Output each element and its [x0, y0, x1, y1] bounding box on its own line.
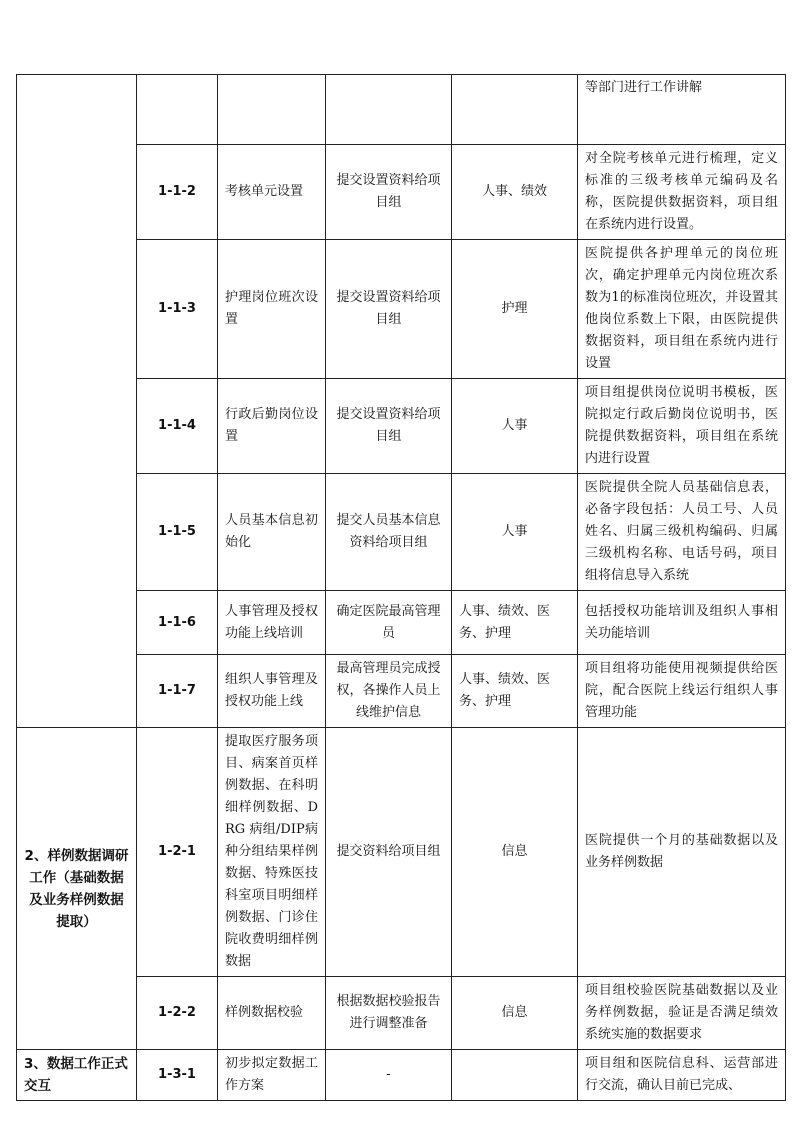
- action-cell: 提交设置资料给项目组: [326, 145, 452, 240]
- table-row: [17, 75, 786, 145]
- task-cell: 样例数据校验: [218, 977, 326, 1050]
- desc-cell: 包括授权功能培训及组织人事相关功能培训: [578, 591, 786, 655]
- table-row: [17, 1050, 786, 1101]
- table-row: [17, 728, 786, 977]
- task-cell: 组织人事管理及授权功能上线: [218, 655, 326, 728]
- task-cell: 提取医疗服务项目、病案首页样例数据、在科明细样例数据、DRG 病组/DIP病种分组结果样例数据、特殊医技科室项目明细样例数据、门诊住院收费明细样例数据: [218, 728, 326, 977]
- desc-cell: 医院提供一个月的基础数据以及业务样例数据: [578, 728, 786, 977]
- dept-cell: [452, 1050, 578, 1101]
- code-cell: 1-1-4: [137, 379, 218, 474]
- dept-cell: [452, 75, 578, 145]
- phase-cell-3: 3、数据工作正式交互: [17, 1050, 137, 1101]
- dept-cell: 护理: [452, 240, 578, 379]
- desc-cell: 项目组提供岗位说明书模板，医院拟定行政后勤岗位说明书，医院提供数据资料，项目组在系统内进行设置: [578, 379, 786, 474]
- action-cell: 提交人员基本信息资料给项目组: [326, 474, 452, 591]
- dept-cell: 信息: [452, 728, 578, 977]
- desc-cell: 医院提供全院人员基础信息表，必备字段包括：人员工号、人员姓名、归属三级机构编码、归属三级机构名称、电话号码，项目组将信息导入系统: [578, 474, 786, 591]
- dept-cell: 信息: [452, 977, 578, 1050]
- desc-cell: 对全院考核单元进行梳理，定义标准的三级考核单元编码及名称，医院提供数据资料，项目组在系统内进行设置。: [578, 145, 786, 240]
- code-cell: 1-1-2: [137, 145, 218, 240]
- action-cell: 确定医院最高管理员: [326, 591, 452, 655]
- task-cell: 初步拟定数据工作方案: [218, 1050, 326, 1101]
- code-cell: 1-1-3: [137, 240, 218, 379]
- code-cell: 1-1-5: [137, 474, 218, 591]
- task-cell: 人员基本信息初始化: [218, 474, 326, 591]
- task-cell: 人事管理及授权功能上线培训: [218, 591, 326, 655]
- code-cell: 1-1-7: [137, 655, 218, 728]
- action-cell: 最高管理员完成授权，各操作人员上线维护信息: [326, 655, 452, 728]
- desc-cell: 等部门进行工作讲解: [578, 75, 786, 145]
- task-cell: 考核单元设置: [218, 145, 326, 240]
- action-cell: [326, 75, 452, 145]
- phase-cell-2: 2、样例数据调研工作（基础数据及业务样例数据提取）: [17, 728, 137, 1050]
- dept-cell: 人事: [452, 474, 578, 591]
- task-cell: [218, 75, 326, 145]
- phase-cell-1: [17, 75, 137, 728]
- code-cell: 1-2-1: [137, 728, 218, 977]
- desc-cell: 项目组和医院信息科、运营部进行交流，确认目前已完成、: [578, 1050, 786, 1101]
- task-cell: 护理岗位班次设置: [218, 240, 326, 379]
- action-cell: -: [326, 1050, 452, 1101]
- dept-cell: 人事、绩效、医务、护理: [452, 591, 578, 655]
- dept-cell: 人事、绩效: [452, 145, 578, 240]
- action-cell: 提交设置资料给项目组: [326, 379, 452, 474]
- action-cell: 根据数据校验报告进行调整准备: [326, 977, 452, 1050]
- code-cell: 1-1-6: [137, 591, 218, 655]
- desc-cell: 医院提供各护理单元的岗位班次，确定护理单元内岗位班次系数为1的标准岗位班次，并设置其他岗位系数上下限，由医院提供数据资料，项目组在系统内进行设置: [578, 240, 786, 379]
- code-cell: 1-2-2: [137, 977, 218, 1050]
- task-cell: 行政后勤岗位设置: [218, 379, 326, 474]
- desc-cell: 项目组校验医院基础数据以及业务样例数据，验证是否满足绩效系统实施的数据要求: [578, 977, 786, 1050]
- dept-cell: 人事、绩效、医务、护理: [452, 655, 578, 728]
- code-cell: 1-3-1: [137, 1050, 218, 1101]
- action-cell: 提交资料给项目组: [326, 728, 452, 977]
- code-cell: [137, 75, 218, 145]
- dept-cell: 人事: [452, 379, 578, 474]
- implementation-plan-table: [16, 74, 786, 1101]
- action-cell: 提交设置资料给项目组: [326, 240, 452, 379]
- desc-cell: 项目组将功能使用视频提供给医院，配合医院上线运行组织人事管理功能: [578, 655, 786, 728]
